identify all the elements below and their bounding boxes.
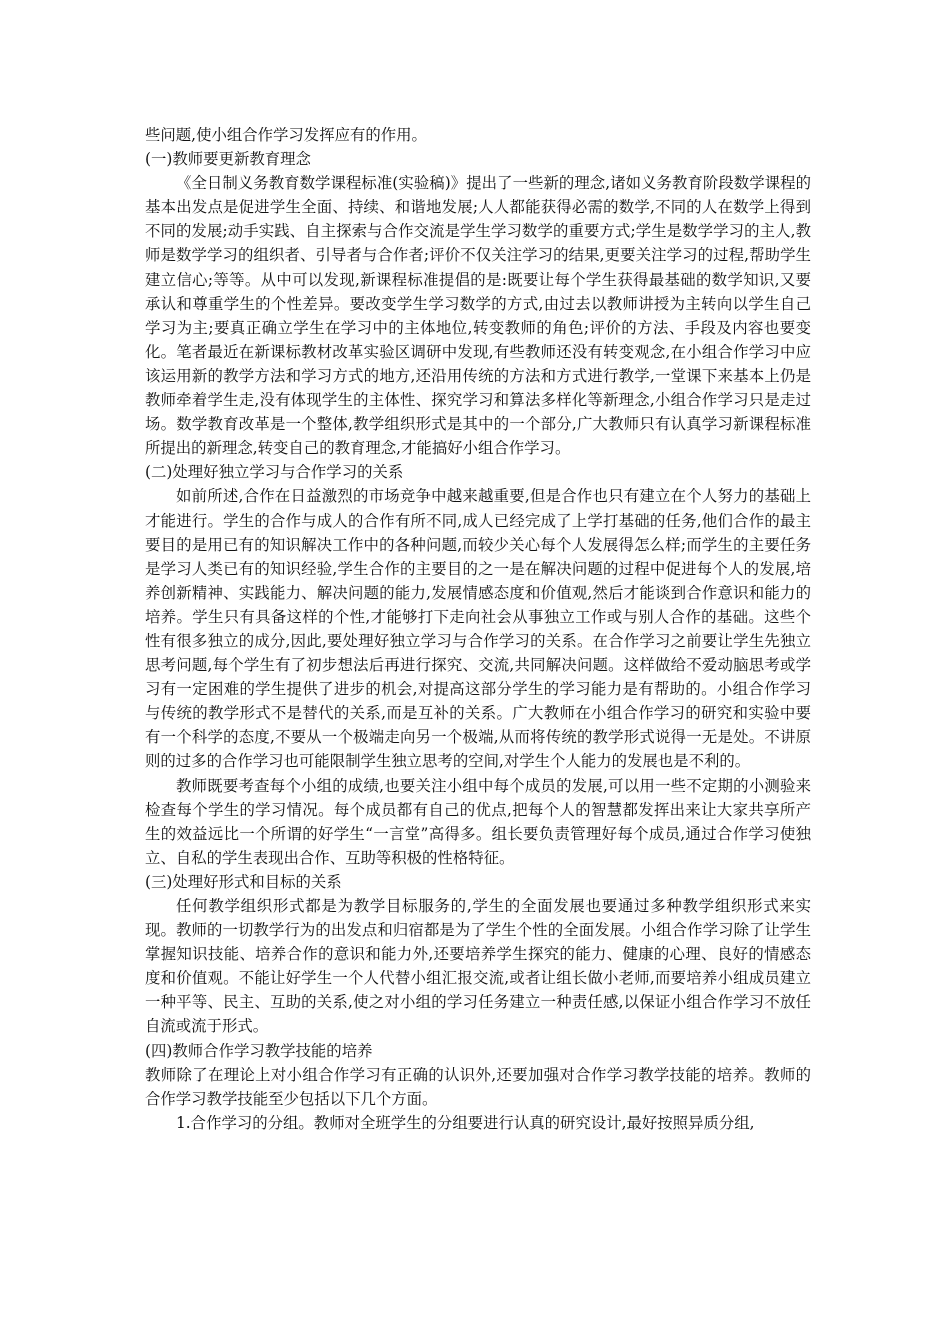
paragraph: 教师除了在理论上对小组合作学习有正确的认识外,还要加强对合作学习教学技能的培养。教师的合作学习教学技能至少包括以下几个方面。 (145, 1065, 811, 1108)
paragraph: 1.合作学习的分组。教师对全班学生的分组要进行认真的研究设计,最好按照异质分组, (176, 1113, 755, 1132)
section-heading-4: (四)教师合作学习教学技能的培养 (145, 1041, 373, 1060)
paragraph: 如前所述,合作在日益激烈的市场竞争中越来越重要,但是合作也只有建立在个人努力的基础上才能进行。学生的合作与成人的合作有所不同,成人已经完成了上学打基础的任务,他们合作的最主要目的是用已有的知识解决工作中的各种问题,而较少关心每个人发展得怎么样;而学生的主要任务是学习人类已有的知识经验,学生合作的主要目的之一是在解决问题的过程中促进每个人的发展,培养创新精神、实践能力、解决问题的能力,发展情感态度和价值观,然后才能谈到合作意识和能力的培养。学生只有具备这样的个性,才能够打下走向社会从事独立工作或与别人合作的基础。这些个性有很多独立的成分,因此,要处理好独立学习与合作学习的关系。在合作学习之前要让学生先独立思考问题,每个学生有了初步想法后再进行探究、交流,共同解决问题。这样做给不爱动脑思考或学习有一定困难的学生提供了进步的机会,对提高这部分学生的学习能力是有帮助的。小组合作学习与传统的教学形式不是替代的关系,而是互补的关系。广大教师在小组合作学习的研究和实验中要有一个科学的态度,不要从一个极端走向另一个极端,从而将传统的教学形式说得一无是处。不讲原则的过多的合作学习也可能限制学生独立思考的空间,对学生个人能力的发展也是不利的。 (145, 487, 811, 771)
paragraph: 教师既要考查每个小组的成绩,也要关注小组中每个成员的发展,可以用一些不定期的小测验来检查每个学生的学习情况。每个成员都有自己的优点,把每个人的智慧都发挥出来让大家共享所产生的效益远比一个所谓的好学生“一言堂”高得多。组长要负责管理好每个成员,通过合作学习使独立、自私的学生表现出合作、互助等积极的性格特征。 (145, 776, 811, 867)
paragraph: 任何教学组织形式都是为教学目标服务的,学生的全面发展也要通过多种教学组织形式来实现。教师的一切教学行为的出发点和归宿都是为了学生个性的全面发展。小组合作学习除了让学生掌握知识技能、培养合作的意识和能力外,还要培养学生探究的能力、健康的心理、良好的情感态度和价值观。不能让好学生一个人代替小组汇报交流,或者让组长做小老师,而要培养小组成员建立一种平等、民主、互助的关系,使之对小组的学习任务建立一种责任感,以保证小组合作学习不放任自流或流于形式。 (145, 897, 811, 1036)
paragraph-continuation: 些问题,使小组合作学习发挥应有的作用。 (145, 126, 427, 144)
paragraph: 《全日制义务教育数学课程标准(实验稿)》提出了一些新的理念,诸如义务教育阶段数学课程的基本出发点是促进学生全面、持续、和谐地发展;人人都能获得必需的数学,不同的人在数学上得到不同的发展;动手实践、自主探索与合作交流是学生学习数学的重要方式;学生是数学学习的主人,教师是数学学习的组织者、引导者与合作者;评价不仅关注学习的结果,更要关注学习的过程,帮助学生建立信心;等等。从中可以发现,新课程标准提倡的是:既要让每个学生获得最基础的数学知识,又要承认和尊重学生的个性差异。要改变学生学习数学的方式,由过去以教师讲授为主转向以学生自己学习为主;要真正确立学生在学习中的主体地位,转变教师的角色;评价的方法、手段及内容也要变化。笔者最近在新课标教材改革实验区调研中发现,有些教师还没有转变观念,在小组合作学习中应该运用新的教学方法和学习方式的地方,还沿用传统的方法和方式进行教学,一堂课下来基本上仍是教师牵着学生走,没有体现学生的主体性、探究学习和算法多样化等新理念,小组合作学习只是走过场。数学教育改革是一个整体,教学组织形式是其中的一个部分,广大教师只有认真学习新课程标准所提出的新理念,转变自己的教育理念,才能搞好小组合作学习。 (145, 174, 811, 458)
section-heading-2: (二)处理好独立学习与合作学习的关系 (145, 463, 404, 482)
section-heading-1: (一)教师要更新教育理念 (145, 150, 311, 169)
document-body (145, 123, 811, 1135)
section-heading-3: (三)处理好形式和目标的关系 (145, 872, 342, 891)
